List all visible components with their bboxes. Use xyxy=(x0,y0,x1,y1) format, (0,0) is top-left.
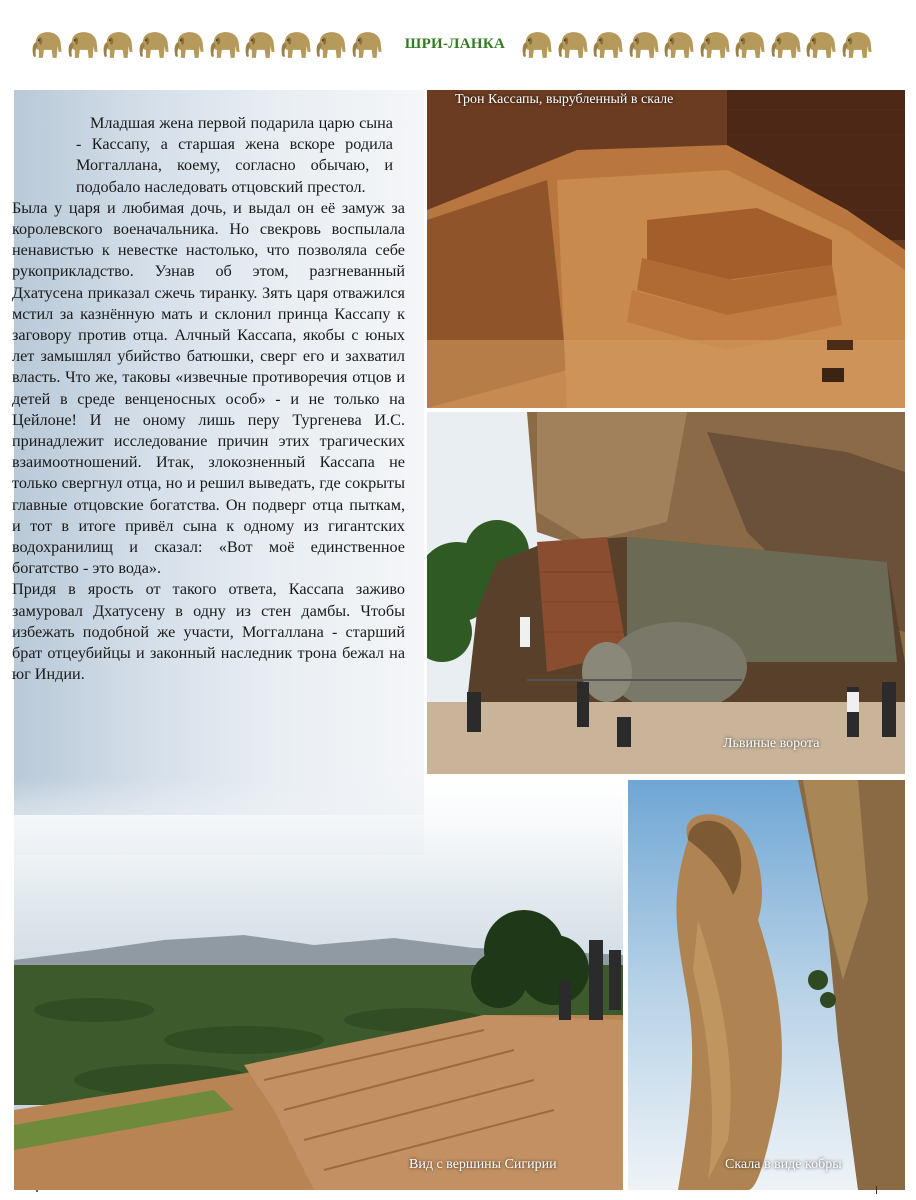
throne-photo xyxy=(427,90,905,408)
elephant-icon xyxy=(101,28,137,62)
elephant-icon xyxy=(804,28,840,62)
section-title: ШРИ-ЛАНКА xyxy=(404,36,506,52)
elephant-icon xyxy=(698,28,734,62)
crop-mark xyxy=(36,1190,38,1192)
elephant-icon xyxy=(556,28,592,62)
elephant-icon xyxy=(591,28,627,62)
elephant-icon xyxy=(662,28,698,62)
elephant-icon xyxy=(314,28,350,62)
crop-mark xyxy=(876,1186,877,1194)
elephant-icon xyxy=(520,28,556,62)
elephant-icon xyxy=(66,28,102,62)
article-paragraph: Придя в ярость от такого ответа, Кассапа заживо замуровал Дхатусену в одну из стен дамбы. Чтобы избежать подобной же участи, Моггаллана - старший брат отцеубийцы и законный наследник трона бежал на юг Индии. xyxy=(12,580,405,684)
elephant-icon xyxy=(769,28,805,62)
elephant-icon xyxy=(30,28,66,62)
elephant-icon xyxy=(279,28,315,62)
elephant-icon xyxy=(172,28,208,62)
article-body xyxy=(12,113,405,685)
lion-gate-photo xyxy=(427,412,905,774)
elephant-icon xyxy=(350,28,386,62)
elephant-icon xyxy=(840,28,876,62)
elephant-icon xyxy=(627,28,663,62)
cobra-rock-photo xyxy=(628,780,905,1190)
throne-caption: Трон Кассапы, вырубленный в скале xyxy=(455,92,674,107)
summit-view-caption: Вид с вершины Сигирии xyxy=(409,1157,557,1172)
article-paragraph: Была у царя и любимая дочь, и выдал он её замуж за королевского военачальника. Но свекровь воспылала ненавистью к невестке настолько, что позволяла себе рукоприкладство. Узнав об этом, разгневанный Дхатусена приказал сжечь тиранку. Зять царя отважился мстил за казнённую мать и склонил принца Кассапу к заговору против отца. Алчный Кассапа, якобы с юных лет замышлял убийство батюшки, сверг его и захватил власть. Что же, таковы «извечные противоречия отцов и детей в среде венценосных особ» - и не только на Цейлоне! И не оному лишь перу Тургенева И.С. принадлежит исследование причин этих трагических взаимоотношений. Итак, злокозненный Кассапа не только свергнул отца, но и решил выведать, где сокрыты главные отцовские богатства. Он подверг отца пыткам, и тот в итоге привёл сына к одному из гигантских водохранилищ и сказал: «Вот моё единственное богатство - это вода». xyxy=(12,198,405,578)
elephant-icon xyxy=(137,28,173,62)
page-header xyxy=(0,22,916,72)
cobra-rock-caption: Скала в виде кобры xyxy=(725,1157,842,1172)
elephant-icon xyxy=(208,28,244,62)
summit-view-photo xyxy=(14,780,623,1190)
elephant-ornament-right xyxy=(520,28,875,62)
elephant-ornament-left xyxy=(30,28,385,62)
lion-gate-caption: Львиные ворота xyxy=(723,736,820,751)
elephant-icon xyxy=(243,28,279,62)
article-paragraph: Младшая жена первой подарила царю сына - Кассапу, а старшая жена вскоре родила Моггаллана, коему, согласно обычаю, и подобало наследовать отцовский престол. xyxy=(76,114,393,196)
elephant-icon xyxy=(733,28,769,62)
